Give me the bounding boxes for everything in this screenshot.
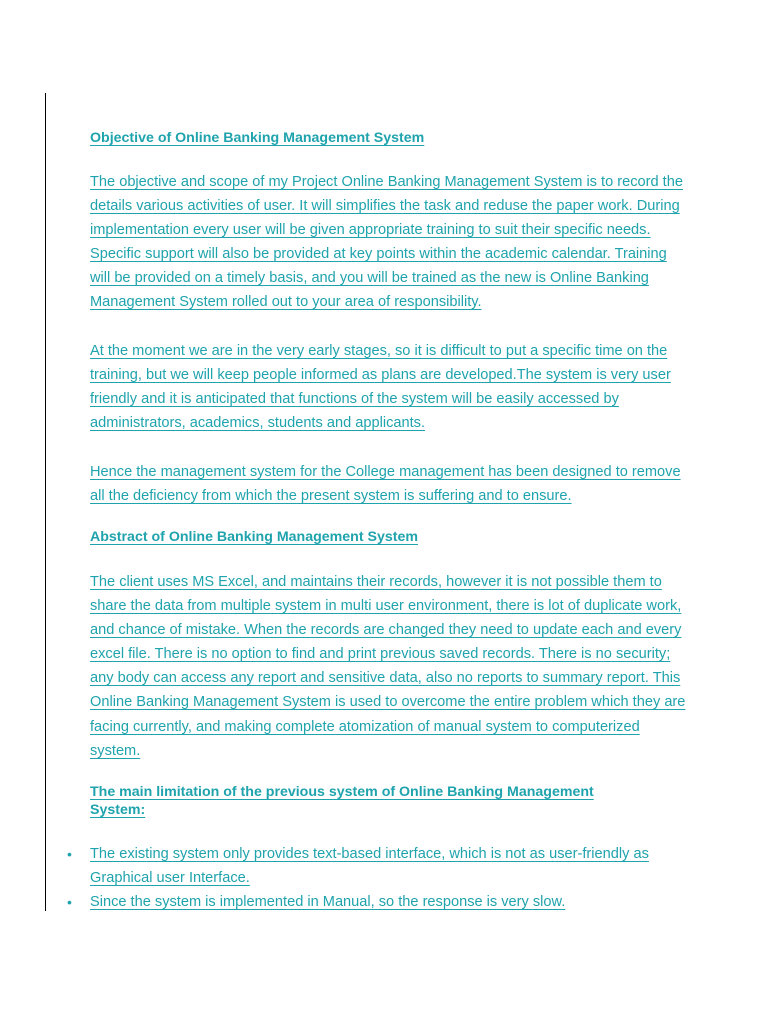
bullet-icon: • bbox=[67, 846, 72, 862]
objective-paragraph-2[interactable]: At the moment we are in the very early stages, so it is difficult to put a specific time on the training, but we will keep people informed as plans are developed.The system is very user friendly and it is anticipated that functions of the system will be easily accessed by administrators, academics, students and applicants. bbox=[90, 343, 671, 432]
objective-paragraph-3[interactable]: Hence the management system for the College management has been designed to remove all the deficiency from which the present system is suffering and to ensure. bbox=[90, 464, 681, 505]
bullet-icon: • bbox=[67, 894, 72, 910]
list-item bbox=[67, 842, 690, 890]
left-margin-rule bbox=[45, 93, 46, 911]
limitation-bullet-1[interactable]: The existing system only provides text-based interface, which is not as user-friendly as Graphical user Interface. bbox=[90, 846, 649, 887]
abstract-paragraph[interactable]: The client uses MS Excel, and maintains their records, however it is not possible them to share the data from multiple system in multi user environment, there is lot of duplicate work, and chance of mistake. When the records are changed they need to update each and every excel file. There is no option to find and print previous saved records. There is no security; any body can access any report and sensitive data, also no reports to summary report. This Online Banking Management System is used to overcome the entire problem which they are facing currently, and making complete atomization of manual system to computerized system. bbox=[90, 574, 686, 759]
objective-heading[interactable]: Objective of Online Banking Management System bbox=[90, 130, 425, 146]
list-item bbox=[67, 890, 690, 914]
limitation-heading[interactable]: The main limitation of the previous system of Online Banking Management System: bbox=[90, 784, 594, 818]
abstract-heading[interactable]: Abstract of Online Banking Management System bbox=[90, 529, 418, 545]
limitation-bullet-2[interactable]: Since the system is implemented in Manual, so the response is very slow. bbox=[90, 894, 566, 910]
objective-paragraph-1[interactable]: The objective and scope of my Project Online Banking Management System is to record the details various activities of user. It will simplifies the task and reduse the paper work. During implementation every user will be given appropriate training to suit their specific needs. Specific support will also be provided at key points within the academic calendar. Training will be provided on a timely basis, and you will be trained as the new is Online Banking Management System rolled out to your area of responsibility. bbox=[90, 174, 683, 311]
